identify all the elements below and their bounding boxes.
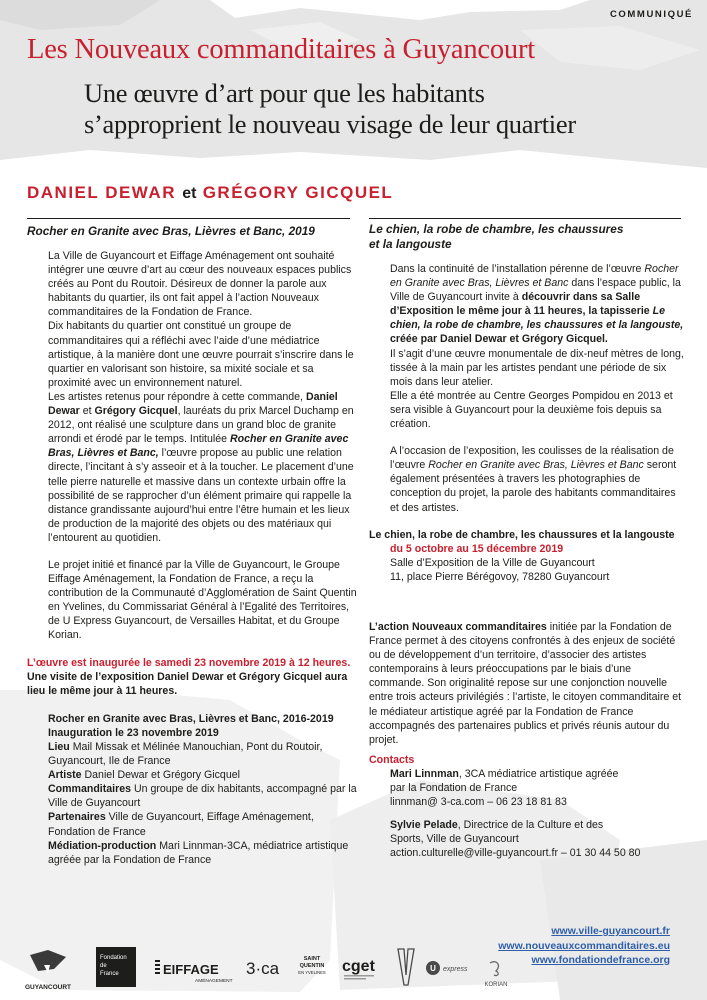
korian-text: KORIAN bbox=[484, 982, 508, 988]
info-partenaires bbox=[48, 810, 357, 838]
artist-1: DANIEL DEWAR bbox=[27, 183, 176, 202]
text: A l’occasion de l’exposition, les coulisses de la réalisation de l’œuvre bbox=[390, 445, 674, 472]
sqy-text-1: SAINT bbox=[303, 956, 321, 962]
artists-et: et bbox=[182, 185, 197, 202]
action-paragraph bbox=[369, 620, 684, 747]
text: créée par Daniel Dewar et Grégory Gicquel. bbox=[390, 333, 608, 346]
value: Ville de Guyancourt, Eiffage Aménagement, Fondation de France bbox=[48, 811, 314, 838]
text: dans l’espace public, la Ville de Guyancourt invite à bbox=[390, 277, 681, 304]
artists-heading bbox=[27, 183, 393, 203]
communique-tag: COMMUNIQUÉ bbox=[609, 9, 693, 20]
main-title: Les Nouveaux commanditaires à Guyancourt bbox=[27, 34, 535, 65]
left-paragraph-4: Le projet initié et financé par la Ville de Guyancourt, le Groupe Eiffage Aménagement, la Fondation de France, a reçu la contribution de la Communauté d’Agglomération de Saint Quentin en Yvelines, du Commissariat Général à l’Egalité des Territoires, de U Express Guyancourt, de Versailles Habitat, et du Groupe Korian. bbox=[48, 558, 357, 642]
guyancourt-logo bbox=[24, 947, 72, 995]
versailles-habitat-logo bbox=[394, 945, 418, 989]
contact-1-line: linnman@ 3-ca.com – 06 23 18 81 83 bbox=[390, 796, 567, 809]
korian-logo bbox=[478, 959, 514, 989]
left-paragraph-1: La Ville de Guyancourt et Eiffage Aménagement ont souhaité intégrer une œuvre d’art au cœur des nouveaux espaces publics créés au Pont du Routoir. Désireux de donner la parole aux habitants du quartier, ils ont fait appel à l’action Nouveaux commanditaires de la Fondation de France. bbox=[48, 250, 352, 319]
contact-role: , Directrice de la Culture et des Sports, Ville de Guyancourt bbox=[390, 819, 604, 846]
right-paragraph-1 bbox=[390, 262, 684, 347]
3ca-text: 3·ca bbox=[246, 959, 280, 978]
subtitle-line-2: s’approprient le nouveau visage de leur quartier bbox=[84, 109, 576, 139]
fondation-de-france-logo bbox=[96, 947, 136, 987]
contact-1 bbox=[390, 767, 635, 795]
fdf-text-1: Fondation bbox=[100, 955, 127, 961]
fdf-text-2: de bbox=[100, 963, 107, 969]
info-lieu bbox=[48, 740, 357, 768]
value: Un groupe de dix habitants, accompagné par la Ville de Guyancourt bbox=[48, 783, 357, 810]
info-commanditaires bbox=[48, 782, 357, 810]
right-rule bbox=[369, 218, 681, 219]
label: Artiste bbox=[48, 769, 82, 782]
text: L’action Nouveaux commanditaires bbox=[369, 620, 547, 633]
expo-place: Salle d’Exposition de la Ville de Guyancourt bbox=[390, 556, 595, 569]
visit-notice: Une visite de l’exposition Daniel Dewar et Grégory Gicquel aura lieu le même jour à 11 heures. bbox=[27, 670, 348, 697]
partner-logos bbox=[0, 945, 707, 1000]
text: Dans la continuité de l’installation pérenne de l’œuvre bbox=[390, 263, 642, 275]
info-artiste bbox=[48, 768, 357, 782]
contact-name: Sylvie Pelade bbox=[390, 819, 458, 832]
artwork-info bbox=[27, 712, 357, 867]
text: l’œuvre propose au public une relation directe, l’incitant à s’y asseoir et à la toucher. Le placement d’une telle pierre naturelle et massive dans un contexte urbain offre la possibilité de se rapprocher d’un élément primaire qui rappelle la distance grandissante aujourd’hui entre l’être humain et les lieux de production de la majorité des objets ou des matériaux qui l’entourent au quotidien. bbox=[48, 447, 354, 544]
link-fondation-de-france[interactable]: www.fondationdefrance.org bbox=[531, 954, 670, 966]
svg-text:U: U bbox=[430, 964, 436, 973]
left-paragraph-2: Dix habitants du quartier ont constitué un groupe de commanditaires qui a réfléchi avec l’aide d’une médiatrice artistique, à la manière dont une œuvre pourrait s’inscrire dans le quartier en valorisant son histoire, sa mixité sociale et sa proximité avec un environnement naturel. bbox=[48, 320, 354, 389]
right-column bbox=[369, 222, 684, 860]
contact-name: Mari Linnman bbox=[390, 767, 459, 780]
u-express-text: express bbox=[443, 966, 468, 973]
info-mediation bbox=[48, 839, 357, 867]
link-nouveaux-commanditaires[interactable]: www.nouveauxcommanditaires.eu bbox=[498, 939, 670, 952]
value: Mari Linnman-3CA, médiatrice artistique agréée par la Fondation de France bbox=[48, 839, 349, 866]
label: Partenaires bbox=[48, 811, 106, 824]
value: Daniel Dewar et Grégory Gicquel bbox=[84, 769, 240, 782]
artwork-title: Rocher en Granite avec Bras, Lièvres et Banc bbox=[428, 459, 644, 472]
value: Mail Missak et Mélinée Manouchian, Pont du Routoir, Guyancourt, Ile de France bbox=[48, 741, 323, 768]
info-title: Rocher en Granite avec Bras, Lièvres et Banc, 2016-2019 bbox=[48, 712, 334, 725]
contact-2 bbox=[390, 818, 635, 846]
artwork-title: Rocher en Granite avec Bras, Lièvres et Banc bbox=[390, 263, 679, 290]
left-column bbox=[27, 224, 357, 867]
text: Les artistes retenus pour répondre à cette commande, bbox=[48, 390, 303, 403]
eiffage-sub-text: AMÉNAGEMENT bbox=[195, 979, 233, 984]
right-paragraph-3: Elle a été montrée au Centre Georges Pompidou en 2013 et sera visible à Guyancourt pour la deuxième fois depuis sa création. bbox=[390, 389, 673, 431]
cget-logo bbox=[340, 953, 382, 985]
artwork-title: Le chien, la robe de chambre, les chaussures et la langouste, bbox=[390, 305, 684, 332]
expo-address: 11, place Pierre Bérégovoy, 78280 Guyancourt bbox=[390, 570, 610, 583]
text: découvrir dans sa Salle d’Exposition le même jour à 11 heures, la tapisserie bbox=[390, 291, 650, 318]
right-paragraph-2: Il s’agit d’une œuvre monumentale de dix-neuf mètres de long, tissée à la main par les artistes pendant une période de six mois dans leur atelier. bbox=[390, 347, 684, 388]
subtitle bbox=[84, 78, 576, 140]
text: , lauréats du prix Marcel Duchamp en 2012, ont réalisé une sculpture dans un grand bloc de granite arrondi et érodé par le temps. Intitulée bbox=[48, 405, 354, 446]
left-paragraph-3 bbox=[48, 390, 357, 545]
contacts-label: Contacts bbox=[369, 753, 415, 766]
inauguration-notice: L’œuvre est inaugurée le samedi 23 novembre 2019 à 12 heures. bbox=[27, 656, 351, 669]
label: Commanditaires bbox=[48, 783, 132, 796]
sqy-text-3: EN YVELINES bbox=[298, 970, 326, 975]
guyancourt-logo-text: GUYANCOURT bbox=[25, 984, 71, 991]
artist-name: Grégory Gicquel bbox=[94, 405, 178, 418]
artist-2: GRÉGORY GICQUEL bbox=[202, 183, 394, 202]
left-heading: Rocher en Granite avec Bras, Lièvres et Banc, 2019 bbox=[27, 224, 315, 238]
right-paragraph-4 bbox=[390, 444, 684, 514]
expo-dates: du 5 octobre au 15 décembre 2019 bbox=[390, 542, 564, 555]
text: initiée par la Fondation de France permet à des citoyens confrontés à des enjeux de société ou de développement d’un territoire, d’associer des artistes contemporains à leurs préoccupations par le biais d’une commande. Son originalité repose sur une conjonction nouvelle entre trois acteurs privilégiés : l’artiste, le citoyen commanditaire et le médiateur artistique agréé par la Fondation de France accompagnés des partenaires publics et privés réunis autour du projet. bbox=[369, 620, 682, 746]
sqy-text-2: QUENTIN bbox=[299, 963, 325, 969]
eiffage-text: EIFFAGE bbox=[163, 962, 219, 977]
u-express-logo bbox=[425, 959, 473, 979]
3ca-logo bbox=[244, 955, 288, 981]
cget-text: cget bbox=[342, 958, 375, 975]
left-rule bbox=[27, 218, 350, 219]
artist-name: Daniel Dewar bbox=[48, 390, 338, 418]
subtitle-line-1: Une œuvre d’art pour que les habitants bbox=[84, 78, 485, 108]
fdf-text-3: France bbox=[100, 971, 119, 977]
link-ville-guyancourt[interactable]: www.ville-guyancourt.fr bbox=[551, 925, 670, 937]
right-heading: Le chien, la robe de chambre, les chaussures et la langouste bbox=[369, 222, 624, 251]
expo-title: Le chien, la robe de chambre, les chaussures et la langouste bbox=[369, 528, 675, 541]
text: et bbox=[82, 405, 92, 418]
sqy-logo bbox=[294, 951, 330, 985]
contact-role: , 3CA médiatrice artistique agréée par la Fondation de France bbox=[390, 767, 619, 794]
info-inauguration: Inauguration le 23 novembre 2019 bbox=[48, 726, 219, 739]
label: Médiation-production bbox=[48, 839, 157, 852]
artwork-title: Rocher en Granite avec Bras, Lièvres et Banc, bbox=[48, 433, 349, 460]
eiffage-logo bbox=[155, 957, 237, 985]
contact-2-line: action.culturelle@ville-guyancourt.fr – 01 30 44 50 80 bbox=[390, 847, 641, 860]
label: Lieu bbox=[48, 741, 70, 753]
text: seront également présentées à travers les photographies de conception du projet, la parole des habitants commanditaires et des artistes. bbox=[390, 459, 677, 514]
